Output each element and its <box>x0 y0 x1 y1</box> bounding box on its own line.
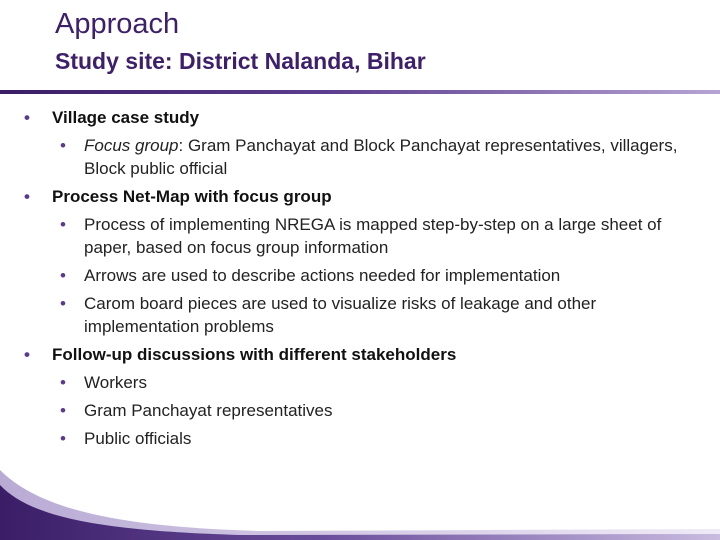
bullet-text: Follow-up discussions with different stakeholders <box>52 345 457 364</box>
slide-content <box>0 106 720 455</box>
sub-bullet-arrows <box>0 264 720 287</box>
slide-title: Approach <box>55 8 180 40</box>
bullet-marker: • <box>24 108 30 127</box>
sub-bullet-carom-board <box>0 292 720 338</box>
sub-bullet-marker: • <box>60 136 66 155</box>
sub-bullet-text: Workers <box>84 373 147 392</box>
slide-subtitle: Study site: District Nalanda, Bihar <box>55 48 426 74</box>
sub-bullet-focus-group <box>0 134 720 180</box>
sub-bullet-gp-representatives <box>0 399 720 422</box>
sub-bullet-marker: • <box>60 294 66 313</box>
sub-bullet-marker: • <box>60 429 66 448</box>
bullet-follow-up <box>0 343 720 367</box>
bullet-process-net-map <box>0 185 720 209</box>
sub-bullet-marker: • <box>60 401 66 420</box>
sub-bullet-nrega-mapped <box>0 213 720 259</box>
bullet-village-case-study <box>0 106 720 130</box>
sub-bullet-marker: • <box>60 373 66 392</box>
sub-bullet-text: Carom board pieces are used to visualize risks of leakage and other implementation problems <box>84 294 597 336</box>
title-divider <box>0 90 720 94</box>
bullet-text: Process Net-Map with focus group <box>52 187 332 206</box>
bullet-marker: • <box>24 187 30 206</box>
bottom-swoosh-decoration <box>0 465 720 540</box>
sub-bullet-marker: • <box>60 266 66 285</box>
bullet-text: Village case study <box>52 108 200 127</box>
sub-bullet-text: Arrows are used to describe actions needed for implementation <box>84 266 561 285</box>
sub-bullet-workers <box>0 371 720 394</box>
sub-bullet-text: Gram Panchayat representatives <box>84 401 333 420</box>
focus-group-label: Focus group <box>84 136 179 155</box>
title-block <box>55 6 426 76</box>
bullet-marker: • <box>24 345 30 364</box>
sub-bullet-public-officials <box>0 427 720 450</box>
sub-bullet-text: Process of implementing NREGA is mapped step-by-step on a large sheet of paper, based on focus group information <box>84 215 662 257</box>
sub-bullet-text: Public officials <box>84 429 192 448</box>
sub-bullet-marker: • <box>60 215 66 234</box>
focus-group-text: : Gram Panchayat and Block Panchayat representatives, villagers, Block public official <box>84 136 678 178</box>
